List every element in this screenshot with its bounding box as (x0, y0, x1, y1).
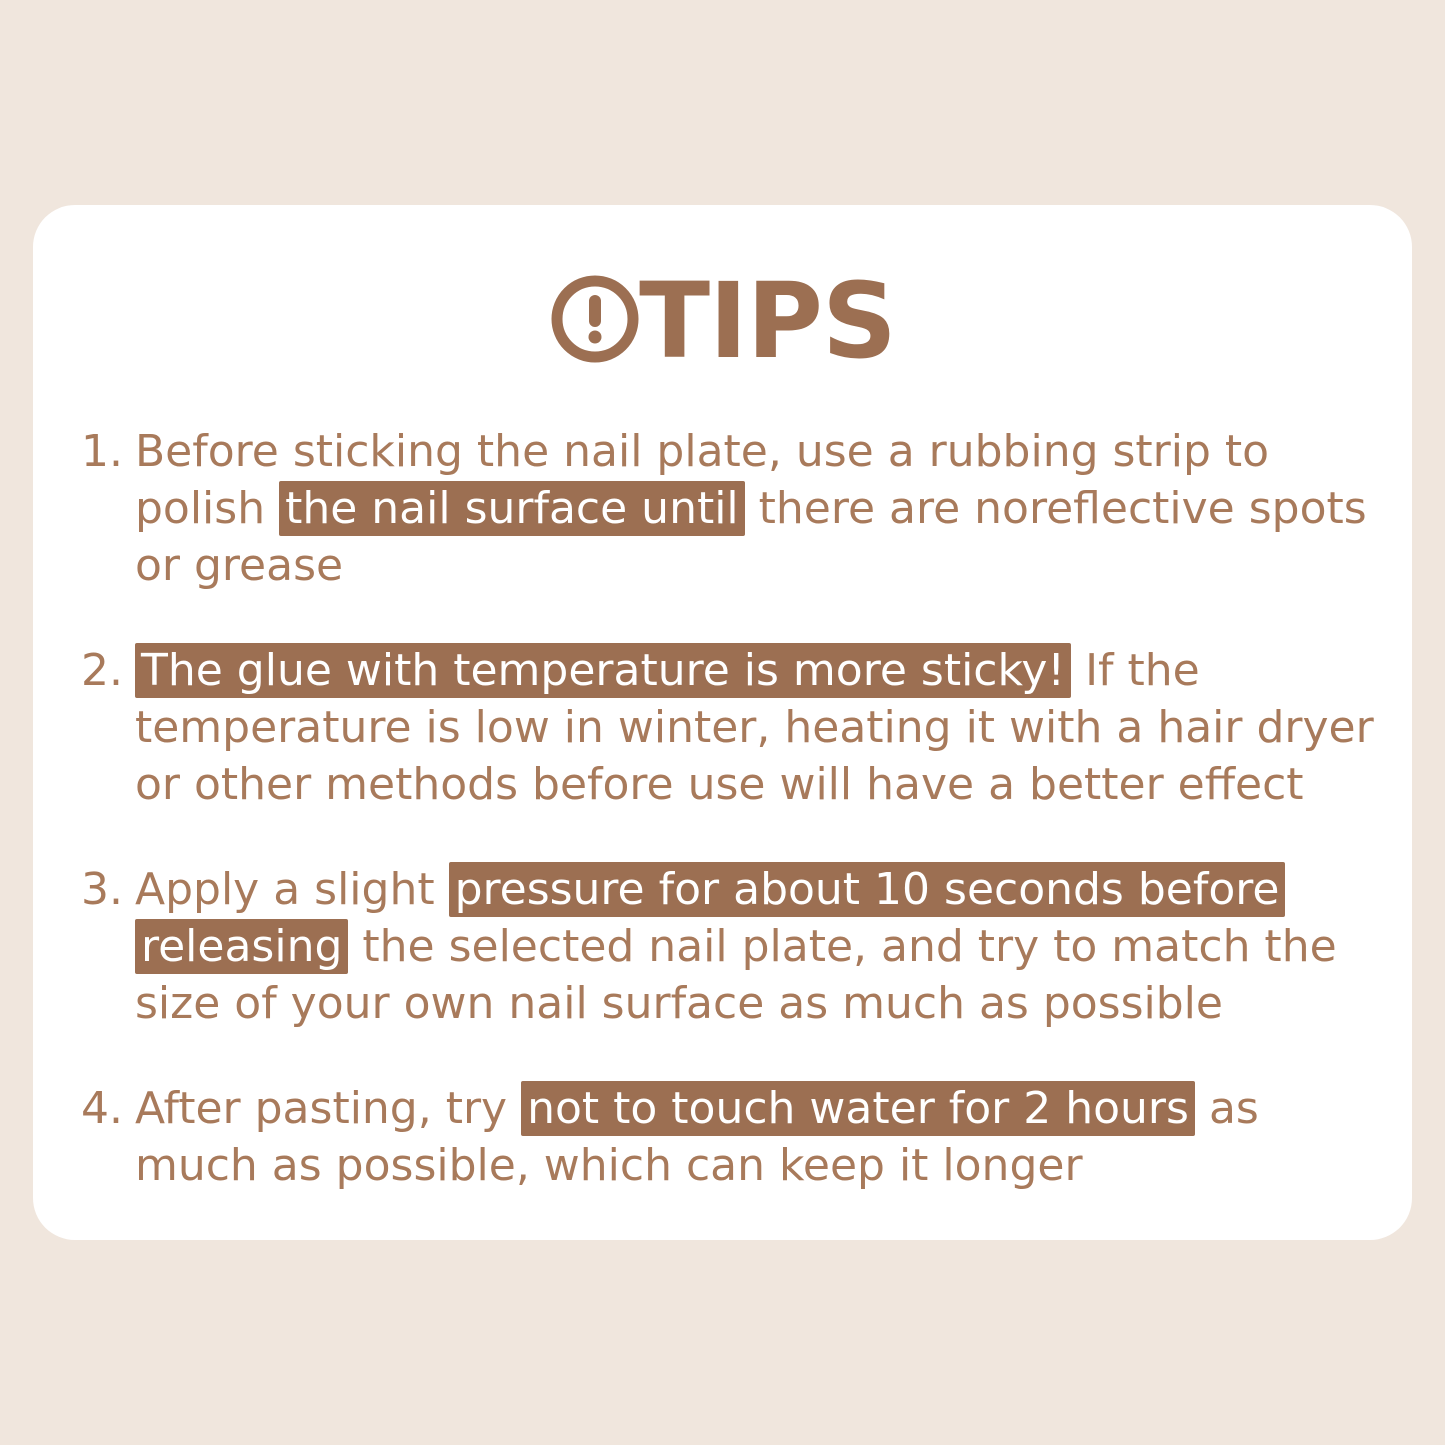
tip-text (135, 642, 1394, 813)
tip-text-pre: Before sticking the nail plate, use a rubbing strip to polish (134, 426, 1270, 534)
tip-text (135, 861, 1394, 1032)
tip-number: 1. (81, 426, 123, 477)
card-title-row (33, 260, 1412, 382)
exclamation-circle-icon (549, 267, 641, 375)
tip-text-pre: Apply a slight (134, 864, 449, 915)
tip-text (135, 423, 1394, 594)
tip-text-pre: After pasting, try (134, 1083, 522, 1134)
tip-text-post: If the temperature is low in winter, heating it with a hair dryer or other methods before use will have a better effect (134, 645, 1374, 810)
tip-number: 4. (81, 1083, 123, 1134)
tip-text-highlight: pressure for about 10 seconds before releasing (135, 862, 1285, 974)
tip-text-post: there are noreflective spots or grease (134, 483, 1367, 591)
tip-text-post: as much as possible, which can keep it longer (134, 1083, 1259, 1191)
page-title: TIPS (639, 260, 896, 382)
list-item (33, 642, 1412, 813)
tip-text-post: the selected nail plate, and try to match the size of your own nail surface as much as possible (134, 921, 1337, 1029)
tip-number: 3. (81, 864, 123, 915)
list-item (33, 861, 1412, 1032)
list-item (33, 423, 1412, 594)
tip-number: 2. (81, 645, 123, 696)
tip-text (135, 1080, 1394, 1194)
tip-text-highlight: The glue with temperature is more sticky! (135, 643, 1071, 698)
tips-card (33, 205, 1412, 1240)
tips-list (33, 423, 1412, 1194)
tip-text-highlight: the nail surface until (279, 481, 745, 536)
list-item (33, 1080, 1412, 1194)
tip-text-highlight: not to touch water for 2 hours (521, 1081, 1195, 1136)
